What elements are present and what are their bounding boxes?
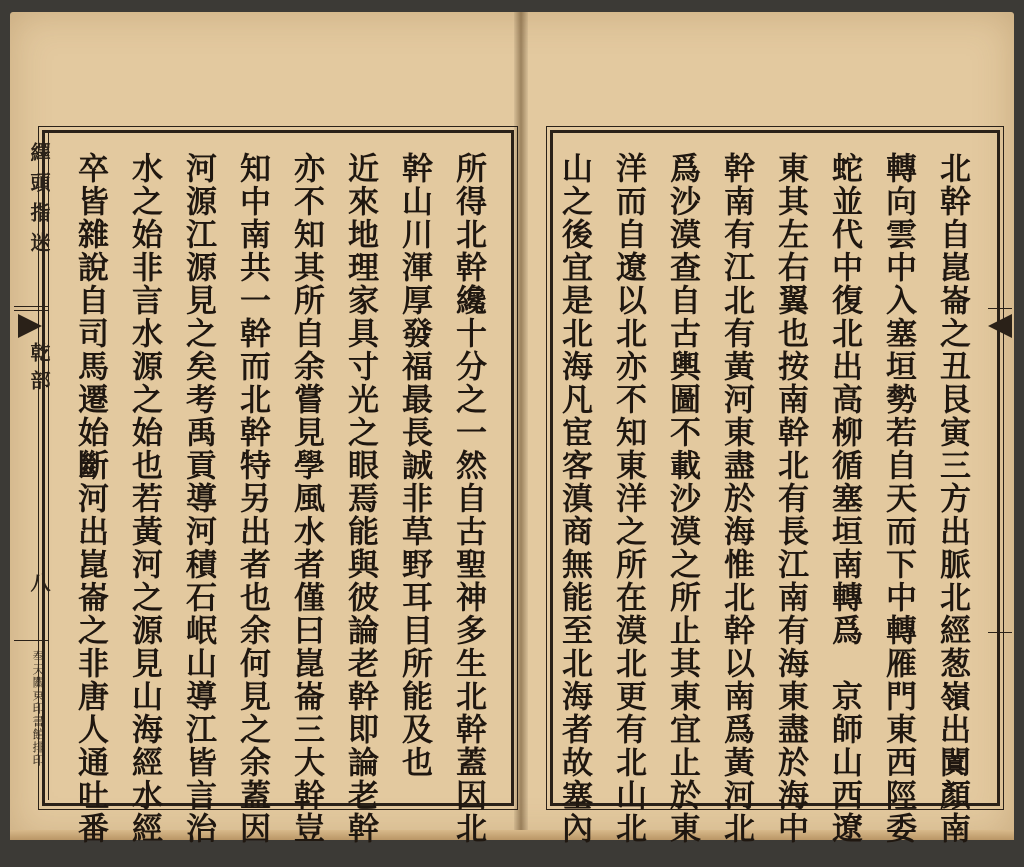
left-column-4: 亦不知其所自余嘗見學風水者僅曰崑崙三大幹豈: [288, 152, 324, 845]
open-book: [10, 12, 1014, 845]
left-column-8: 卒皆雜說自司馬遷始斷河出崑崙之非唐人通吐番: [72, 152, 108, 845]
margin-title: 繹頭指迷: [27, 142, 51, 262]
right-column-5: 幹南有江北有黃河東盡於海惟北幹以南爲黃河北: [718, 152, 754, 845]
right-column-3: 蛇並代中復北出高柳循塞垣南轉爲 京師山西遼: [826, 152, 862, 845]
right-column-7: 洋而自遼以北亦不知東洋之所在漠北更有北山北: [610, 152, 646, 845]
left-column-1: 所得北幹纔十分之一然自古聖神多生北幹蓋因北: [450, 152, 486, 845]
margin-page-number: 八: [27, 572, 51, 592]
left-page-frame: [42, 130, 514, 806]
right-margin-line-top: [988, 308, 1012, 309]
right-column-1: 北幹自崑崙之丑艮寅三方出脈北經葱嶺出闐顏南: [934, 152, 970, 845]
right-column-6: 爲沙漠查自古輿圖不載沙漠之所止其東宜止於東: [664, 152, 700, 845]
left-column-2: 幹山川渾厚發福最長誠非草野耳目所能及也: [396, 152, 432, 779]
margin-section: 乾部: [27, 342, 51, 398]
fish-tail-mark-left: [18, 314, 42, 338]
left-column-3: 近來地理家具寸光之眼焉能與彼論老幹即論老幹: [342, 152, 378, 845]
left-column-6: 河源江源見之矣考禹貢導河積石岷山導江皆言治: [180, 152, 216, 845]
right-column-4: 東其左右翼也按南幹北有長江南有海東盡於海中: [772, 152, 808, 845]
fish-tail-mark-right: [988, 314, 1012, 338]
right-column-2: 轉向雲中入塞垣勢若自天而下中轉雁門東西陘委: [880, 152, 916, 845]
margin-printer: 奉天關東印書館排印: [31, 650, 45, 767]
left-column-5: 知中南共一幹而北幹特另出者也余何見之余蓋因: [234, 152, 270, 845]
left-column-7: 水之始非言水源之始也若黃河之源見山海經水經: [126, 152, 162, 845]
book-gutter: [514, 12, 528, 840]
right-column-8: 山之後宜是北海凡宦客滇商無能至北海者故塞內: [556, 152, 592, 845]
right-margin-line-bottom: [988, 632, 1012, 633]
